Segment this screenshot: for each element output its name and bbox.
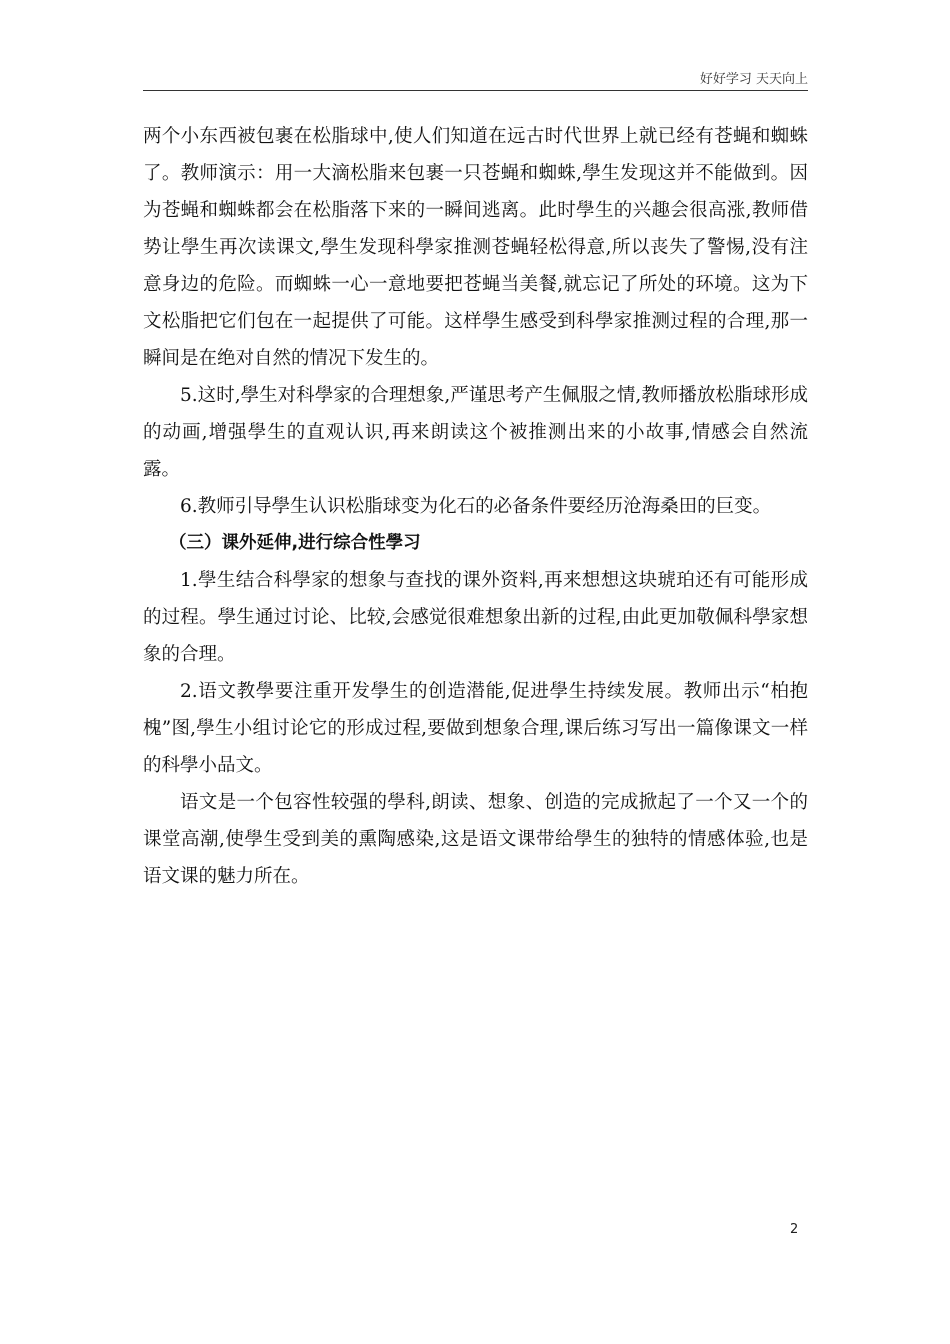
page-header [143,64,808,91]
paragraph-step-5: 5.这时,學生对科學家的合理想象,严谨思考产生佩服之情,教师播放松脂球形成的动画,增强學生的直观认识,再来朗读这个被推测出来的小故事,情感会自然流露。 [143,385,808,480]
header-motto: 好好学习 天天向上 [699,72,808,87]
paragraph-extension-1: 1.學生结合科學家的想象与查找的课外资料,再来想想这块琥珀还有可能形成的过程。學生通过讨论、比较,会感觉很难想象出新的过程,由此更加敬佩科學家想象的合理。 [143,570,808,665]
paragraph-extension-2: 2.语文教學要注重开发學生的创造潜能,促进學生持续发展。教师出示“柏抱槐”图,學生小组讨论它的形成过程,要做到想象合理,课后练习写出一篇像课文一样的科學小品文。 [143,681,808,776]
page-number: 2 [790,1222,799,1237]
paragraph-continuation: 两个小东西被包裹在松脂球中,使人们知道在远古时代世界上就已经有苍蝇和蜘蛛了。教师演示：用一大滴松脂来包裹一只苍蝇和蜘蛛,學生发现这并不能做到。因为苍蝇和蜘蛛都会在松脂落下来的一瞬间逃离。此时學生的兴趣会很高涨,教师借势让學生再次读课文,學生发现科學家推测苍蝇轻松得意,所以丧失了警惕,没有注意身边的危险。而蜘蛛一心一意地要把苍蝇当美餐,就忘记了所处的环境。这为下文松脂把它们包在一起提供了可能。这样學生感受到科學家推测过程的合理,那一瞬间是在绝对自然的情况下发生的。 [143,126,808,369]
section-heading-extension: （三）课外延伸,进行综合性學习 [169,533,421,553]
document-body [143,118,808,895]
paragraph-conclusion: 语文是一个包容性较强的學科,朗读、想象、创造的完成掀起了一个又一个的课堂高潮,使學生受到美的熏陶感染,这是语文课带给學生的独特的情感体验,也是语文课的魅力所在。 [143,792,808,887]
paragraph-step-6: 6.教师引导學生认识松脂球变为化石的必备条件要经历沧海桑田的巨变。 [180,496,772,517]
